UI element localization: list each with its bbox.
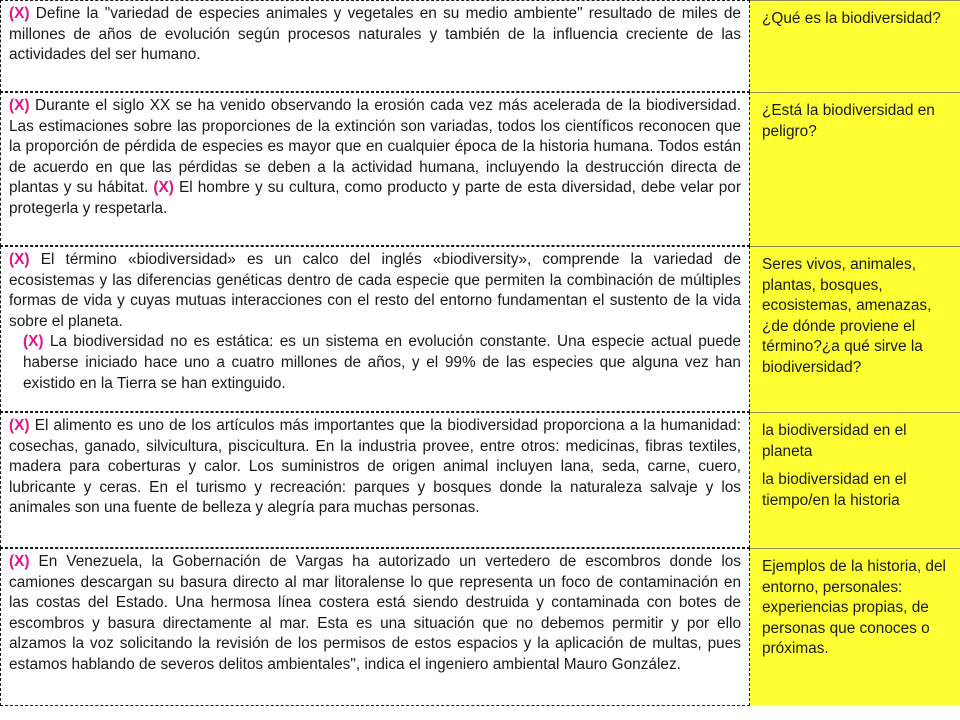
x-marker: (X) xyxy=(9,417,30,434)
paragraph xyxy=(9,96,741,220)
question-text: Seres vivos, animales, plantas, bosques, ecosistemas, amenazas, ¿de dónde proviene el término?¿a qué sirve la biodiversidad? xyxy=(762,256,932,376)
x-marker: (X) xyxy=(23,333,44,351)
question-text: la biodiversidad en el planeta xyxy=(762,422,907,460)
paragraph-text: Durante el siglo XX se ha venido observando la erosión cada vez más acelerada de la biodiversidad. Las estimaciones sobre las proporciones de la extinción son variadas, todos los científicos reconocen que la proporción de pérdida de especies es mayor que en cualquier época de la historia humana. Todos están de acuerdo en que las pérdidas se deben a la actividad humana, incluyendo la destrucción directa de plantas y su hábitat. xyxy=(9,97,741,197)
text-cell xyxy=(0,548,750,706)
paragraph xyxy=(9,416,741,519)
text-cell xyxy=(0,412,750,548)
table-row xyxy=(0,0,960,92)
x-marker: (X) xyxy=(9,553,30,570)
question-cell xyxy=(750,412,960,548)
text-cell xyxy=(0,92,750,246)
paragraph-text: El alimento es uno de los artículos más importantes que la biodiversidad proporciona a la humanidad: cosechas, ganado, silvicultura, piscicultura. En la industria provee, entre otros: medicinas, fibras textiles, madera para coberturas y calor. Los suministros de origen animal incluyen lana, seda, carne, cuero, lubricante y ceras. En el turismo y recreación: parques y bosques donde la naturaleza salvaje y los animales son una fuente de belleza y alegría para muchas personas. xyxy=(9,417,741,517)
question-text: Ejemplos de la historia, del entorno, personales: experiencias propias, de personas que conoces o próximas. xyxy=(762,558,946,658)
paragraph-text: Define la "variedad de especies animales y vegetales en su medio ambiente" resultado de miles de millones de años de evolución según procesos naturales y también de la influencia creciente de las actividades del ser humano. xyxy=(9,5,741,64)
x-marker: (X) xyxy=(153,179,174,197)
text-cell xyxy=(0,246,750,412)
paragraph-text: El término «biodiversidad» es un calco del inglés «biodiversity», comprende la variedad de ecosistemas y las diferencias genéticas dentro de cada especie que permiten la combinación de múltiples formas de vida y cuyas mutuas interacciones con el resto del entorno fundamentan el sustento de la vida sobre el planeta. xyxy=(9,251,741,330)
question-cell xyxy=(750,0,960,92)
question-text: ¿Qué es la biodiversidad? xyxy=(762,10,941,27)
table-row xyxy=(0,92,960,246)
paragraph xyxy=(9,4,741,66)
table-row xyxy=(0,548,960,706)
question-text: la biodiversidad en el tiempo/en la historia xyxy=(762,471,907,509)
paragraph xyxy=(9,552,741,676)
text-cell xyxy=(0,0,750,92)
question-cell xyxy=(750,548,960,706)
question-cell xyxy=(750,92,960,246)
paragraph-text: El hombre y su cultura, como producto y parte de esta diversidad, debe velar por protegerla y respetarla. xyxy=(9,179,741,217)
paragraph-text: En Venezuela, la Gobernación de Vargas ha autorizado un vertedero de escombros donde los camiones descargan su basura directo al mar litoralense lo que representa un foco de contaminación en las costas del Estado. Una hermosa línea costera está siendo destruida y contaminada con botes de escombros y basura directamente al mar. Esta es una situación que no debemos permitir y por ello alzamos la voz solicitando la revisión de los permisos de estos espacios y la aplicación de multas, pues estamos hablando de severos delitos ambientales", indica el ingeniero ambiental Mauro González. xyxy=(9,553,741,673)
x-marker: (X) xyxy=(9,251,30,268)
table-row xyxy=(0,246,960,412)
question-text: ¿Está la biodiversidad en peligro? xyxy=(762,102,935,140)
paragraph xyxy=(9,332,741,394)
table-row xyxy=(0,412,960,548)
paragraph xyxy=(9,250,741,332)
question-cell xyxy=(750,246,960,412)
x-marker: (X) xyxy=(9,5,30,22)
paragraph-text: La biodiversidad no es estática: es un sistema en evolución constante. Una especie actual puede haberse iniciado hace uno a cuatro millones de años, y el 99% de las especies que alguna vez han existido en la Tierra se han extinguido. xyxy=(23,333,741,392)
x-marker: (X) xyxy=(9,97,30,114)
